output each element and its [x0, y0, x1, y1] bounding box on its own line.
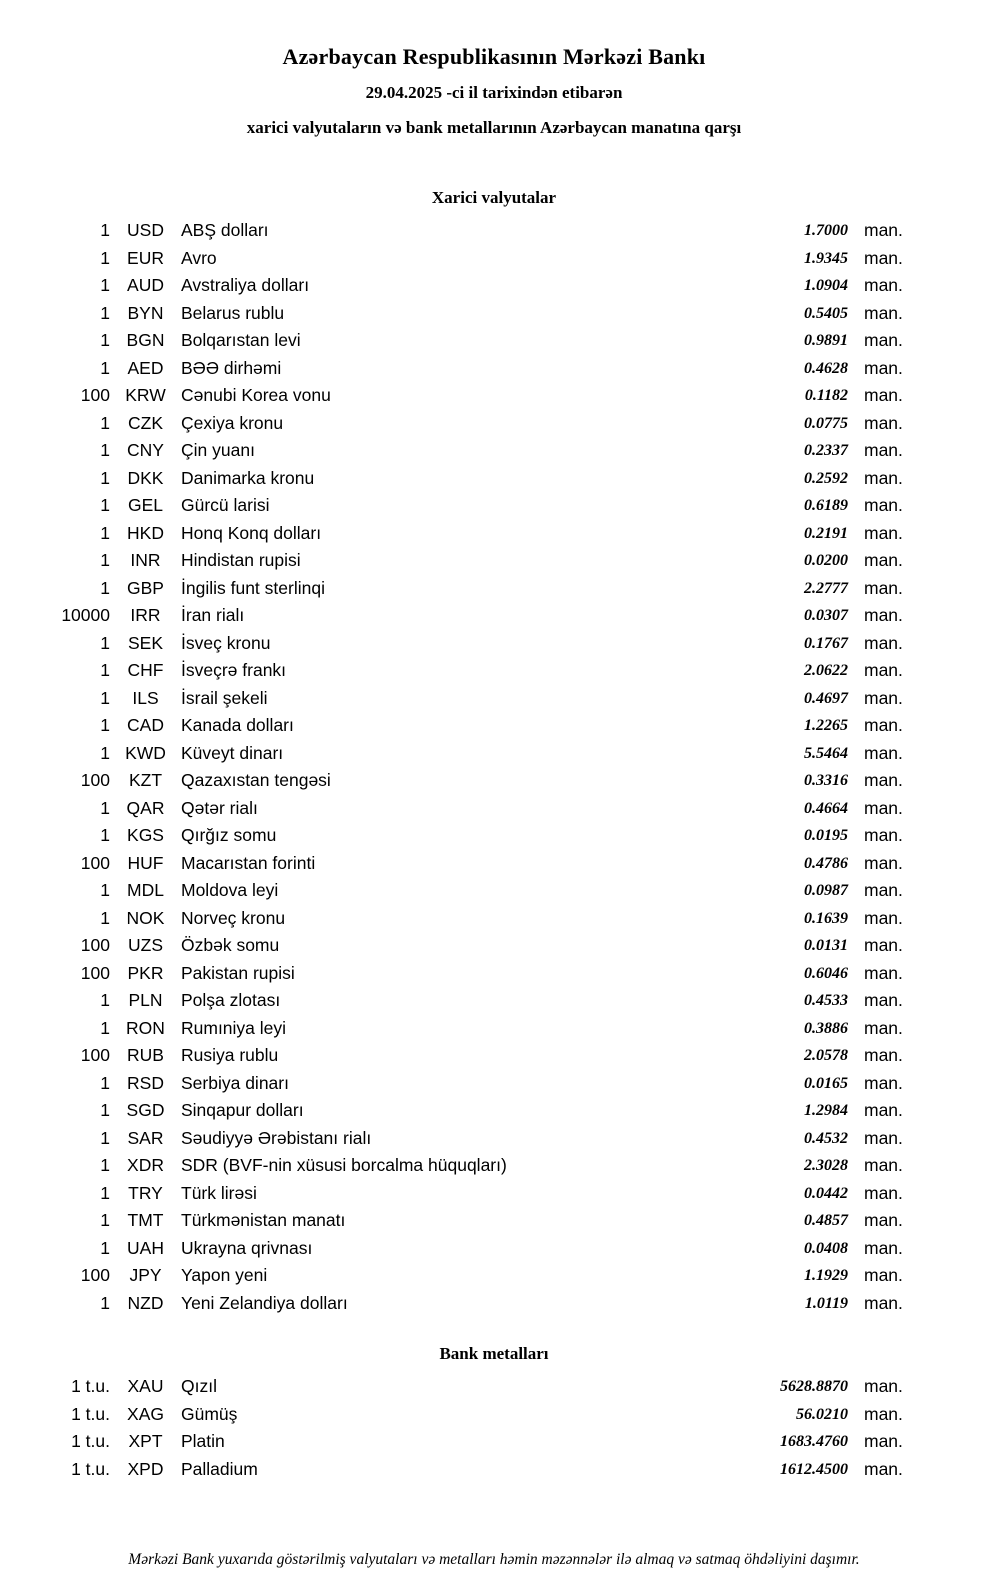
table-row [0, 1152, 988, 1180]
cell-qty: 1 [100, 412, 110, 433]
page-footer [0, 1551, 988, 1569]
table-row [0, 1180, 988, 1208]
cell-name: Yeni Zelandiya dolları [181, 1292, 348, 1313]
cell-code: UAH [127, 1237, 164, 1258]
cell-unit: man. [864, 1237, 903, 1258]
cell-name: Qazaxıstan tengəsi [181, 770, 331, 790]
cell-code: XPD [127, 1458, 164, 1479]
cell-name: Özbək somu [181, 935, 280, 955]
cell-unit: man. [864, 1045, 903, 1065]
cell-code: KWD [125, 742, 166, 763]
cell-code: XAU [127, 1376, 164, 1396]
cell-code: USD [127, 220, 164, 240]
cell-unit: man. [864, 907, 903, 928]
cell-rate: 0.4628 [804, 359, 848, 377]
cell-unit: man. [864, 467, 903, 488]
cell-name: Hindistan rupisi [181, 550, 301, 570]
table-row [0, 272, 988, 300]
cell-code: SAR [127, 1127, 164, 1148]
cell-name: Qırğız somu [181, 825, 277, 845]
cell-rate: 0.0165 [804, 1074, 848, 1092]
cell-qty: 1 [100, 687, 110, 708]
cell-rate: 0.0200 [804, 552, 848, 569]
cell-qty: 1 [100, 797, 110, 818]
cell-qty: 1 [100, 660, 110, 680]
table-row [0, 657, 988, 685]
cell-name: Platin [181, 1431, 225, 1451]
cell-name: ABŞ dolları [181, 220, 269, 240]
cell-qty: 1 [100, 1100, 110, 1120]
cell-name: Türkmənistan manatı [181, 1210, 346, 1230]
cell-rate: 1612.4500 [780, 1460, 848, 1478]
table-row [0, 1207, 988, 1235]
cell-rate: 0.9891 [804, 332, 848, 349]
table-row [0, 1428, 988, 1456]
cell-rate: 0.4664 [804, 799, 848, 817]
table-row [0, 437, 988, 465]
table-row [0, 382, 988, 410]
cell-unit: man. [864, 577, 903, 598]
cell-rate: 0.4697 [804, 689, 848, 707]
table-row [0, 1097, 988, 1125]
cell-name: Rusiya rublu [181, 1045, 279, 1065]
cell-qty: 1 [100, 990, 110, 1010]
cell-rate: 0.5405 [804, 304, 848, 322]
cell-code: EUR [127, 247, 164, 268]
table-row [0, 932, 988, 960]
cell-qty: 1 [100, 1210, 110, 1230]
cell-code: RUB [127, 1045, 164, 1065]
cell-unit: man. [864, 1265, 903, 1285]
cell-qty: 1 t.u. [71, 1403, 110, 1424]
page-header [0, 44, 988, 138]
cell-unit: man. [864, 385, 903, 405]
cell-unit: man. [864, 1210, 903, 1230]
cell-code: SEK [127, 632, 164, 653]
cell-unit: man. [864, 550, 903, 570]
cell-qty: 1 [100, 522, 110, 543]
cell-name: İngilis funt sterlinqi [181, 577, 325, 598]
cell-name: İran rialı [181, 605, 245, 625]
cell-unit: man. [864, 1182, 903, 1203]
section-currencies [0, 188, 988, 1317]
cell-name: Rumıniya leyi [181, 1017, 287, 1038]
cell-name: Avro [181, 247, 217, 268]
cell-name: Türk lirəsi [181, 1182, 257, 1203]
cell-unit: man. [864, 220, 903, 240]
cell-code: AUD [127, 275, 164, 295]
cell-code: MDL [127, 880, 164, 900]
cell-rate: 1.0119 [804, 1294, 848, 1312]
cell-qty: 1 [100, 1182, 110, 1203]
cell-rate: 1.2265 [804, 717, 848, 734]
cell-unit: man. [864, 522, 903, 543]
cell-code: XPT [128, 1431, 163, 1451]
cell-rate: 0.3886 [804, 1019, 848, 1037]
cell-qty: 1 [100, 715, 110, 735]
cell-code: TRY [128, 1182, 163, 1203]
cell-name: Qızıl [181, 1376, 217, 1396]
table-row [0, 465, 988, 493]
table-row [0, 987, 988, 1015]
cell-name: Belarus rublu [181, 302, 285, 323]
table-row [0, 1125, 988, 1153]
cell-name: Çexiya kronu [181, 412, 284, 433]
cell-qty: 1 [100, 1292, 110, 1313]
cell-unit: man. [864, 990, 903, 1010]
cell-rate: 1.1929 [804, 1267, 848, 1284]
cell-qty: 100 [80, 1265, 110, 1285]
cell-qty: 1 [100, 880, 110, 900]
cell-rate: 0.0987 [804, 882, 848, 899]
cell-code: DKK [127, 467, 164, 488]
cell-code: AED [127, 357, 164, 378]
cell-name: Sinqapur dolları [181, 1100, 304, 1120]
cell-qty: 1 [100, 1017, 110, 1038]
cell-rate: 1.2984 [804, 1102, 848, 1119]
cell-unit: man. [864, 1127, 903, 1148]
table-row [0, 300, 988, 328]
cell-qty: 100 [80, 385, 110, 405]
cell-code: JPY [129, 1265, 162, 1285]
cell-rate: 1.0904 [804, 277, 848, 294]
cell-code: KGS [127, 825, 164, 845]
cell-rate: 0.0195 [804, 827, 848, 844]
cell-unit: man. [864, 1376, 903, 1396]
cell-unit: man. [864, 880, 903, 900]
cell-rate: 0.6189 [804, 497, 848, 514]
table-row [0, 740, 988, 768]
cell-name: Polşa zlotası [181, 990, 281, 1010]
section-metals [0, 1344, 988, 1483]
table-row [0, 217, 988, 245]
cell-rate: 5.5464 [804, 744, 848, 762]
table-row [0, 410, 988, 438]
cell-code: GEL [127, 495, 164, 515]
cell-qty: 1 [100, 550, 110, 570]
cell-unit: man. [864, 275, 903, 295]
page-title: Azərbaycan Respublikasının Mərkəzi Bankı [282, 44, 706, 69]
cell-qty: 1 [100, 302, 110, 323]
cell-unit: man. [864, 330, 903, 350]
table-row [0, 1290, 988, 1318]
cell-name: Macarıstan forinti [181, 852, 316, 873]
cell-unit: man. [864, 852, 903, 873]
cell-qty: 1 t.u. [71, 1458, 110, 1479]
cell-name: BƏƏ dirhəmi [181, 357, 282, 378]
cell-qty: 1 [100, 1072, 110, 1093]
cell-code: BYN [127, 302, 164, 323]
table-row [0, 355, 988, 383]
cell-name: Honq Konq dolları [181, 522, 322, 543]
cell-rate: 56.0210 [796, 1405, 848, 1423]
table-row [0, 1262, 988, 1290]
cell-name: Moldova leyi [181, 880, 279, 900]
table-row [0, 850, 988, 878]
table-row [0, 245, 988, 273]
table-row [0, 795, 988, 823]
cell-unit: man. [864, 660, 903, 680]
cell-qty: 1 [100, 577, 110, 598]
cell-code: HUF [127, 852, 164, 873]
cell-qty: 1 [100, 275, 110, 295]
cell-rate: 5628.8870 [780, 1378, 848, 1395]
cell-code: XDR [127, 1155, 164, 1175]
cell-qty: 1 t.u. [71, 1376, 110, 1396]
cell-rate: 0.2337 [804, 442, 848, 459]
cell-rate: 0.0131 [804, 937, 848, 954]
cell-rate: 2.2777 [804, 579, 848, 597]
effective-date: 29.04.2025 -ci il tarixindən etibarən [365, 83, 623, 102]
table-row [0, 1070, 988, 1098]
currency-table [0, 217, 988, 1317]
table-row [0, 767, 988, 795]
cell-qty: 100 [80, 1045, 110, 1065]
cell-code: HKD [127, 522, 164, 543]
cell-code: KZT [128, 770, 163, 790]
cell-code: QAR [126, 797, 165, 818]
cell-code: CAD [127, 715, 164, 735]
cell-qty: 1 [100, 440, 110, 460]
cell-qty: 1 [100, 1155, 110, 1175]
cell-name: İsveç kronu [181, 632, 271, 653]
metals-table [0, 1373, 988, 1483]
cell-unit: man. [864, 412, 903, 433]
cell-unit: man. [864, 1100, 903, 1120]
cell-code: KRW [125, 385, 166, 405]
cell-rate: 0.4532 [804, 1129, 848, 1147]
cell-rate: 0.1182 [804, 387, 848, 404]
table-row [0, 1373, 988, 1401]
cell-rate: 0.0408 [804, 1239, 848, 1257]
cell-unit: man. [864, 770, 903, 790]
cell-code: IRR [130, 605, 161, 625]
cell-name: Bolqarıstan levi [181, 330, 301, 350]
cell-name: Pakistan rupisi [181, 962, 295, 983]
cell-code: TMT [127, 1210, 164, 1230]
cell-rate: 1.7000 [804, 222, 848, 239]
cell-name: Qətər rialı [181, 797, 258, 818]
cell-name: Gümüş [181, 1403, 238, 1424]
cell-name: Çin yuanı [181, 440, 255, 460]
table-row [0, 905, 988, 933]
cell-unit: man. [864, 1403, 903, 1424]
cell-name: İsrail şekeli [181, 687, 268, 708]
cell-qty: 1 [100, 247, 110, 268]
cell-code: RSD [127, 1072, 164, 1093]
cell-name: Palladium [181, 1458, 258, 1479]
cell-unit: man. [864, 1017, 903, 1038]
cell-rate: 0.2592 [804, 469, 848, 487]
cell-code: PKR [127, 962, 164, 983]
cell-unit: man. [864, 742, 903, 763]
table-row [0, 1456, 988, 1484]
table-row [0, 602, 988, 630]
cell-code: RON [126, 1017, 165, 1038]
cell-rate: 0.0307 [804, 607, 848, 624]
table-row [0, 630, 988, 658]
cell-unit: man. [864, 357, 903, 378]
cell-rate: 0.0775 [804, 414, 848, 432]
cell-code: XAG [127, 1403, 164, 1424]
page-subtitle: xarici valyutaların və bank metallarının Azərbaycan manatına qarşı [246, 118, 742, 137]
cell-rate: 1.9345 [804, 249, 848, 267]
cell-unit: man. [864, 715, 903, 735]
cell-unit: man. [864, 825, 903, 845]
cell-unit: man. [864, 1431, 903, 1451]
cell-unit: man. [864, 1292, 903, 1313]
cell-code: NZD [127, 1292, 164, 1313]
cell-name: Avstraliya dolları [181, 275, 310, 295]
cell-code: BGN [126, 330, 165, 350]
cell-rate: 0.4533 [804, 992, 848, 1009]
cell-code: GBP [127, 577, 164, 598]
cell-qty: 1 [100, 1127, 110, 1148]
disclaimer-text: Mərkəzi Bank yuxarıda göstərilmiş valyutaları və metalları həmin məzənnələr ilə almaq və satmaq öhdəliyini daşımır. [128, 1551, 860, 1568]
table-row [0, 822, 988, 850]
cell-code: CNY [127, 440, 164, 460]
cell-qty: 1 [100, 742, 110, 763]
cell-name: Norveç kronu [181, 907, 286, 928]
table-row [0, 877, 988, 905]
cell-name: Ukrayna qrivnası [181, 1237, 313, 1258]
cell-code: PLN [128, 990, 163, 1010]
cell-name: Gürcü larisi [181, 495, 270, 515]
cell-rate: 2.0622 [804, 662, 848, 679]
cell-code: SGD [126, 1100, 165, 1120]
cell-qty: 100 [80, 935, 110, 955]
table-row [0, 520, 988, 548]
cell-qty: 100 [80, 852, 110, 873]
cell-code: ILS [132, 687, 159, 708]
cell-rate: 0.6046 [804, 964, 848, 982]
cell-unit: man. [864, 797, 903, 818]
cell-qty: 1 [100, 330, 110, 350]
cell-unit: man. [864, 632, 903, 653]
cell-name: Küveyt dinarı [181, 742, 284, 763]
table-row [0, 712, 988, 740]
cell-name: Cənubi Korea vonu [181, 385, 331, 405]
cell-qty: 1 [100, 467, 110, 488]
cell-code: CHF [127, 660, 164, 680]
cell-unit: man. [864, 440, 903, 460]
cell-name: Səudiyyə Ərəbistanı rialı [181, 1127, 372, 1148]
cell-name: Serbiya dinarı [181, 1072, 289, 1093]
cell-unit: man. [864, 1458, 903, 1479]
cell-unit: man. [864, 1072, 903, 1093]
cell-unit: man. [864, 962, 903, 983]
table-row [0, 1401, 988, 1429]
table-row [0, 327, 988, 355]
cell-rate: 0.1639 [804, 909, 848, 927]
table-row [0, 1235, 988, 1263]
table-row [0, 685, 988, 713]
cell-name: Danimarka kronu [181, 467, 315, 488]
cell-unit: man. [864, 605, 903, 625]
cell-rate: 0.2191 [804, 524, 848, 542]
cell-unit: man. [864, 935, 903, 955]
cell-rate: 1683.4760 [780, 1433, 848, 1450]
section-title-currencies: Xarici valyutalar [431, 188, 557, 207]
cell-unit: man. [864, 302, 903, 323]
cell-rate: 2.3028 [804, 1157, 848, 1174]
table-row [0, 960, 988, 988]
cell-unit: man. [864, 247, 903, 268]
cell-name: Kanada dolları [181, 715, 294, 735]
cell-code: CZK [128, 412, 163, 433]
cell-qty: 1 [100, 220, 110, 240]
cell-qty: 1 [100, 1237, 110, 1258]
cell-rate: 2.0578 [804, 1047, 848, 1064]
cell-name: İsveçrə frankı [181, 660, 287, 680]
cell-qty: 1 [100, 825, 110, 845]
cell-rate: 0.0442 [804, 1184, 848, 1202]
cell-rate: 0.4786 [804, 854, 848, 872]
cell-qty: 1 [100, 632, 110, 653]
cell-rate: 0.3316 [804, 772, 848, 789]
cell-qty: 1 [100, 357, 110, 378]
cell-rate: 0.4857 [804, 1212, 848, 1229]
cell-code: INR [130, 550, 161, 570]
cell-rate: 0.1767 [804, 634, 848, 652]
table-row [0, 492, 988, 520]
cell-unit: man. [864, 687, 903, 708]
cell-qty: 1 t.u. [71, 1431, 110, 1451]
table-row [0, 547, 988, 575]
table-row [0, 575, 988, 603]
cell-qty: 1 [100, 495, 110, 515]
cell-unit: man. [864, 495, 903, 515]
cell-qty: 10000 [61, 605, 110, 625]
table-row [0, 1015, 988, 1043]
cell-qty: 100 [80, 770, 110, 790]
cell-qty: 1 [100, 907, 110, 928]
section-title-metals: Bank metalları [439, 1344, 549, 1363]
cell-code: UZS [128, 935, 163, 955]
cell-unit: man. [864, 1155, 903, 1175]
cell-name: SDR (BVF-nin xüsusi borcalma hüquqları) [181, 1155, 507, 1175]
cell-name: Yapon yeni [181, 1265, 268, 1285]
cell-qty: 100 [80, 962, 110, 983]
table-row [0, 1042, 988, 1070]
cell-code: NOK [126, 907, 165, 928]
